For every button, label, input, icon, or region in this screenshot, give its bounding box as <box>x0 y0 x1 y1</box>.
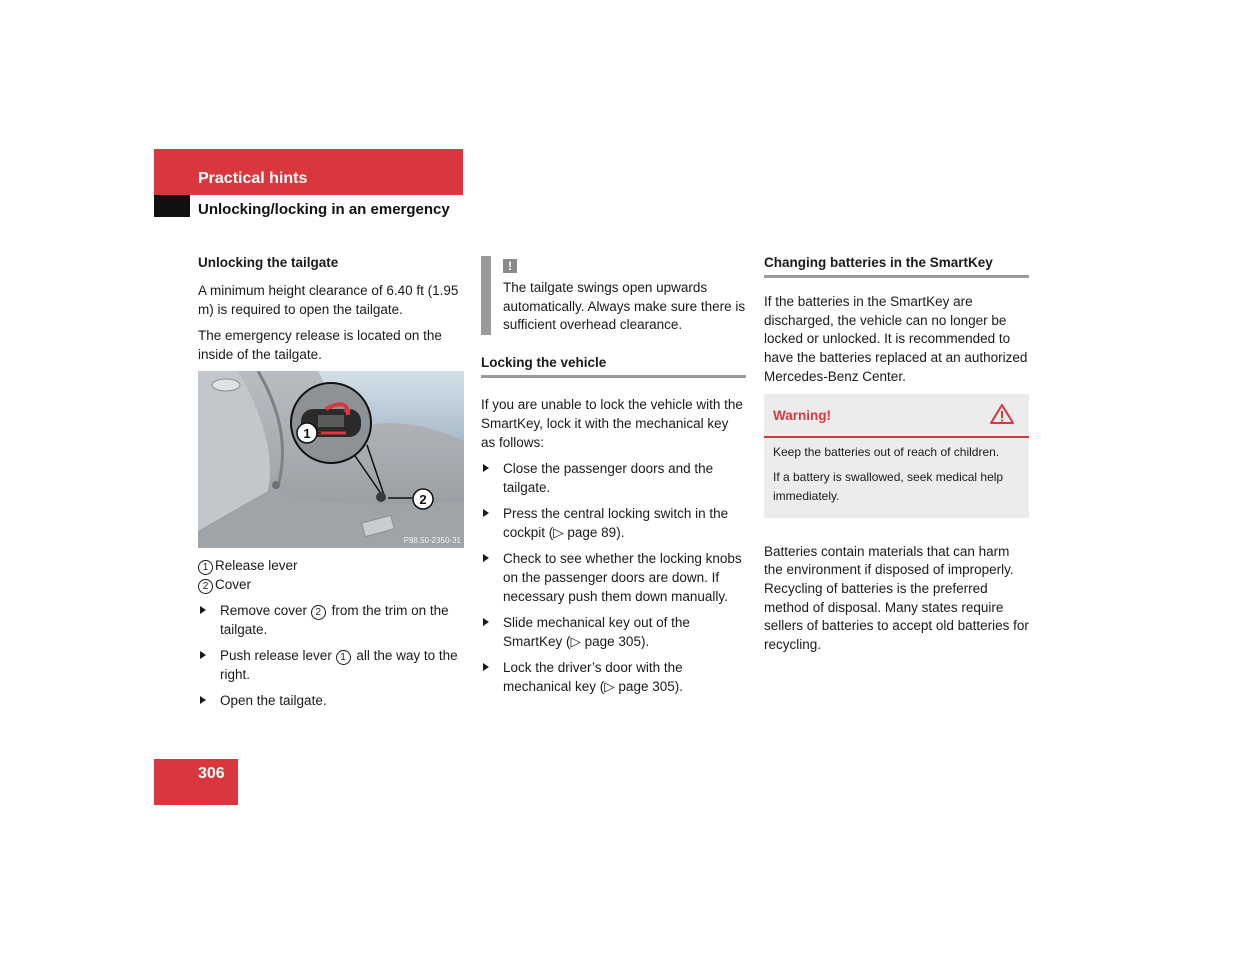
paragraph: If you are unable to lock the vehicle with the SmartKey, lock it with the mechanical key as follows: <box>481 396 743 450</box>
tailgate-steps <box>198 601 464 710</box>
section-marker <box>154 195 190 217</box>
step-item: Check to see whether the locking knobs on the passenger doors are down. If necessary push them down manually. <box>481 549 746 606</box>
page-number-tab <box>154 759 238 805</box>
bullet-triangle-icon <box>483 554 489 562</box>
callout-2: 2 <box>419 492 427 507</box>
column-batteries <box>764 253 1029 662</box>
bullet-triangle-icon <box>483 663 489 671</box>
section-title: Practical hints <box>198 170 308 187</box>
page-number: 306 <box>198 765 225 782</box>
callout-1: 1 <box>303 426 311 441</box>
bullet-triangle-icon <box>200 606 206 614</box>
heading-locking-vehicle: Locking the vehicle <box>481 353 746 378</box>
column-tailgate <box>198 253 464 717</box>
step-item: Open the tailgate. <box>198 691 464 710</box>
step-item: Lock the driver’s door with the mechanical key (▷ page 305). <box>481 658 746 696</box>
step-item: Press the central locking switch in the cockpit (▷ page 89). <box>481 504 746 542</box>
tailgate-illustration <box>198 371 464 548</box>
locking-steps <box>481 459 746 696</box>
bullet-triangle-icon <box>200 651 206 659</box>
warning-box <box>764 394 1029 518</box>
bullet-triangle-icon <box>200 696 206 704</box>
figure-code: P88.50-2350-31 <box>403 536 461 545</box>
heading-unlocking-tailgate: Unlocking the tailgate <box>198 255 339 270</box>
subsection-title: Unlocking/locking in an emergency <box>198 201 450 218</box>
paragraph: Batteries contain materials that can harm the environment if disposed of improperly. Recycling of batteries is the preferred method of disposal. Many states require sellers of batteries to accept old batteries for recycling. <box>764 543 1029 653</box>
section-tab <box>154 149 463 195</box>
bullet-triangle-icon <box>483 509 489 517</box>
tailgate-interior-graphic <box>198 371 464 548</box>
exclamation-icon: ! <box>503 259 517 273</box>
heading-changing-batteries: Changing batteries in the SmartKey <box>764 253 1029 278</box>
figure-legend <box>198 556 464 594</box>
paragraph: A minimum height clearance of 6.40 ft (1.95 m) is required to open the tailgate. <box>198 283 459 317</box>
bullet-triangle-icon <box>483 618 489 626</box>
warning-title: Warning! <box>773 407 831 423</box>
warning-triangle-icon <box>989 403 1015 425</box>
step-item: Remove cover 2 from the trim on the tailgate. <box>198 601 464 639</box>
warning-body <box>764 438 1029 518</box>
legend-item: 1 Release lever <box>198 556 464 575</box>
column-locking <box>481 256 746 703</box>
paragraph: The emergency release is located on the inside of the tailgate. <box>198 328 442 362</box>
warning-line: Keep the batteries out of reach of children. <box>773 444 1000 459</box>
note-box <box>481 256 746 335</box>
step-item: Close the passenger doors and the tailgate. <box>481 459 746 497</box>
bullet-triangle-icon <box>483 464 489 472</box>
step-item: Slide mechanical key out of the SmartKey (▷ page 305). <box>481 613 746 651</box>
step-item: Push release lever 1 all the way to the right. <box>198 646 464 684</box>
paragraph: If the batteries in the SmartKey are discharged, the vehicle can no longer be locked or unlocked. It is recommended to have the batteries replaced at an authorized Mercedes-Benz Center. <box>764 294 1028 384</box>
legend-item: 2 Cover <box>198 575 464 594</box>
warning-line: If a battery is swallowed, seek medical help immediately. <box>773 469 1004 503</box>
note-text: The tailgate swings open upwards automatically. Always make sure there is sufficient overhead clearance. <box>503 280 746 332</box>
warning-header <box>764 394 1029 438</box>
